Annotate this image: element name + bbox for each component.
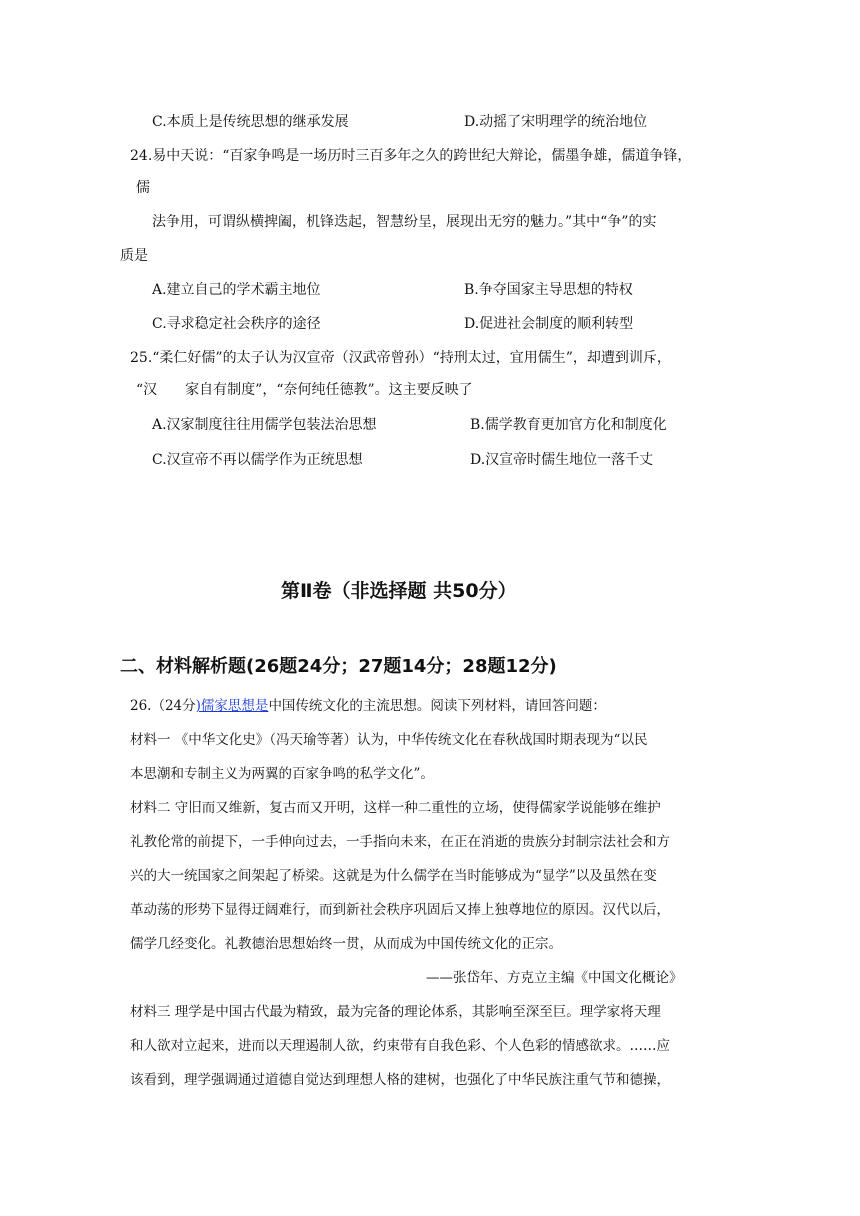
q25-stem-line1: 25.“柔仁好儒”的太子认为汉宣帝（汉武帝曾孙）“持刑太过，宜用儒生”，却遭到训斥， bbox=[130, 350, 671, 366]
q23-option-c: C.本质上是传统思想的继承发展 bbox=[152, 114, 349, 130]
material1-line1: 材料一 《中华文化史》（冯天瑜等著）认为，中华传统文化在春秋战国时期表现为“以民 bbox=[130, 732, 648, 748]
q25-option-b: B.儒学教育更加官方化和制度化 bbox=[470, 417, 667, 433]
q24-option-c: C.寻求稳定社会秩序的途径 bbox=[152, 316, 321, 332]
q24-stem-line1: 24.易中天说：“百家争鸣是一场历时三百多年之久的跨世纪大辩论，儒墨争雄，儒道争锋， bbox=[130, 148, 692, 164]
q26-intro bbox=[130, 696, 606, 716]
q26-intro-rest: 中国传统文化的主流思想。阅读下列材料，请回答问题： bbox=[268, 698, 606, 714]
material1-line2: 本思潮和专制主义为两翼的百家争鸣的私学文化”。 bbox=[130, 766, 434, 782]
material3-line3: 该看到，理学强调通过道德自觉达到理想人格的建树，也强化了中华民族注重气节和德操， bbox=[130, 1072, 670, 1088]
material2-line4: 革动荡的形势下显得迂阔难行，而到新社会秩序巩固后又捧上独尊地位的原因。汉代以后， bbox=[130, 902, 670, 918]
material2-line5: 儒学几经变化。礼教德治思想始终一贯，从而成为中国传统文化的正宗。 bbox=[130, 936, 562, 952]
part2-title: 第Ⅱ卷（非选择题 共50分） bbox=[281, 580, 517, 602]
q24-option-d: D.促进社会制度的顺利转型 bbox=[464, 316, 634, 332]
q24-stem-line2: 儒 bbox=[136, 180, 150, 196]
q25-stem-line2: “汉 家自有制度”，“奈何纯任德教”。这主要反映了 bbox=[136, 382, 473, 398]
section2-title: 二、材料解析题(26题24分；27题14分；28题12分) bbox=[120, 656, 557, 677]
q26-prefix: 26.（24分 bbox=[130, 698, 196, 714]
q26-link[interactable]: )儒家思想是 bbox=[195, 698, 269, 714]
q23-option-d: D.动摇了宋明理学的统治地位 bbox=[464, 114, 648, 130]
material3-line1: 材料三 理学是中国古代最为精致，最为完备的理论体系，其影响至深至巨。理学家将天理 bbox=[130, 1004, 661, 1020]
material2-line1: 材料二 守旧而又维新，复古而又开明，这样一种二重性的立场，使得儒家学说能够在维护 bbox=[130, 800, 661, 816]
material2-source: ——张岱年、方克立主编《中国文化概论》 bbox=[426, 970, 683, 986]
material3-line2: 和人欲对立起来，进而以天理遏制人欲，约束带有自我色彩、个人色彩的情感欲求。……应 bbox=[130, 1038, 670, 1054]
q25-option-d: D.汉宣帝时儒生地位一落千丈 bbox=[470, 452, 654, 468]
material2-line2: 礼教伦常的前提下，一手伸向过去，一手指向未来，在正在消逝的贵族分封制宗法社会和方 bbox=[130, 834, 670, 850]
q25-option-a: A.汉家制度往往用儒学包装法治思想 bbox=[152, 417, 377, 433]
material2-line3: 兴的大一统国家之间架起了桥梁。这就是为什么儒学在当时能够成为“显学”以及虽然在变 bbox=[130, 868, 657, 884]
q25-option-c: C.汉宣帝不再以儒学作为正统思想 bbox=[152, 452, 363, 468]
q24-stem-line4: 质是 bbox=[120, 248, 148, 264]
q24-option-a: A.建立自己的学术霸主地位 bbox=[152, 282, 321, 298]
q24-option-b: B.争夺国家主导思想的特权 bbox=[464, 282, 633, 298]
q24-stem-line3: 法争用，可谓纵横捭阖，机锋迭起，智慧纷呈，展现出无穷的魅力。”其中“争”的实 bbox=[152, 214, 657, 230]
